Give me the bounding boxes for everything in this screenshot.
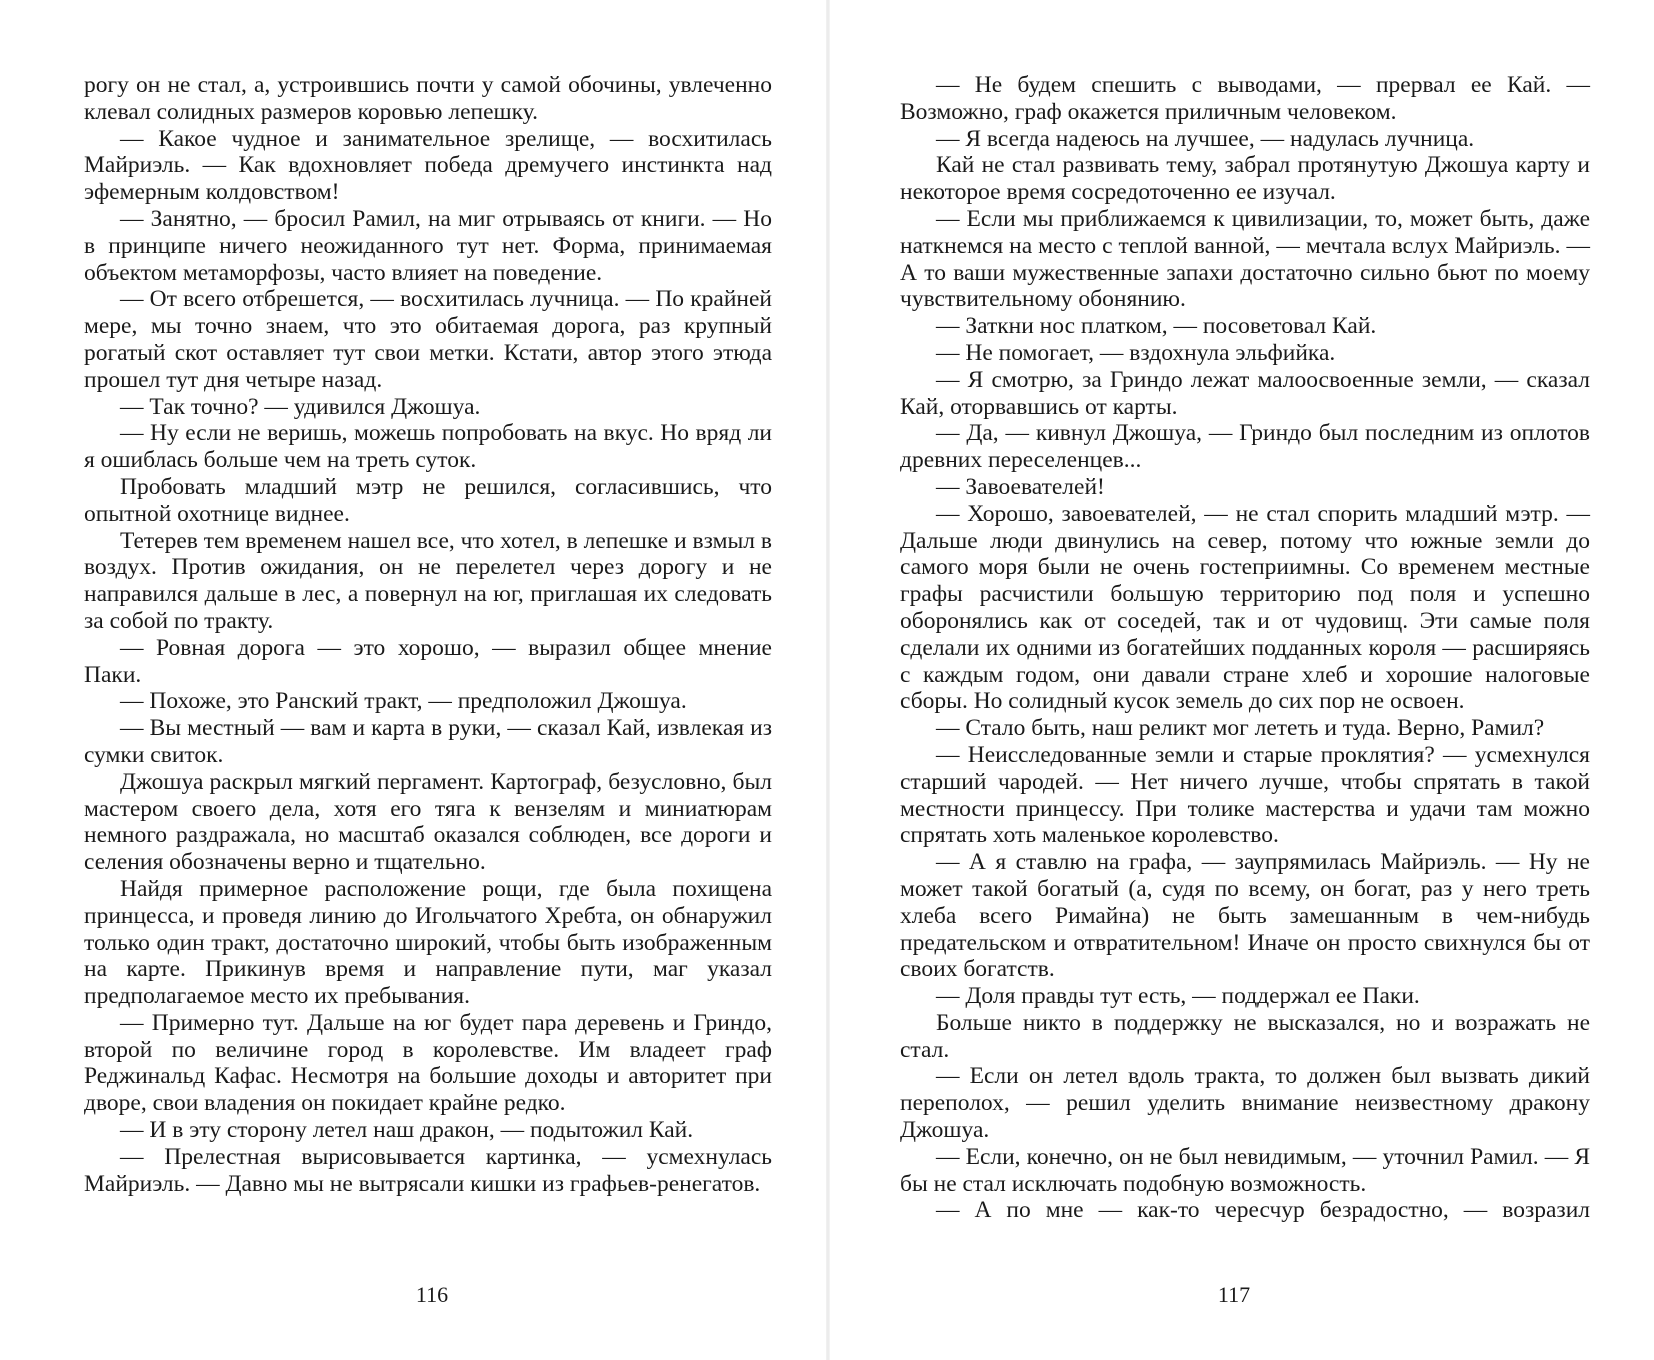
- paragraph: — Ну если не веришь, можешь попробовать на вкус. Но вряд ли я ошиблась больше чем на треть суток.: [84, 420, 772, 474]
- paragraph: — Завоевателей!: [936, 473, 1105, 500]
- paragraph: — А по мне — как-то чересчур безрадостно, — возразил: [936, 1197, 1590, 1224]
- paragraph: — Если он летел вдоль тракта, то должен был вызвать дикий переполох, — решил уделить внимание неизвестному дракону Джошуа.: [900, 1063, 1590, 1144]
- paragraph: — Если, конечно, он не был невидимым, — уточнил Рамил. — Я бы не стал исключать подобную возможность.: [900, 1143, 1590, 1197]
- paragraph: — От всего отбрешется, — восхитилась лучница. — По крайней мере, мы точно знаем, что это обитаемая дорога, раз крупный рогатый скот оставляет тут свои метки. Кстати, автор этого этюда прошел тут дня четыре назад.: [84, 286, 772, 393]
- paragraph: — Похоже, это Ранский тракт, — предположил Джошуа.: [120, 688, 687, 715]
- paragraph: Джошуа раскрыл мягкий пергамент. Картограф, безусловно, был мастером своего дела, хотя его тяга к вензелям и миниатюрам немного раздражала, но масштаб оказался соблюден, все дороги и селения обозначены верно и тщательно.: [84, 768, 772, 876]
- paragraph: — И в эту сторону летел наш дракон, — подытожил Кай.: [120, 1117, 694, 1144]
- page-number: 117: [1217, 1282, 1251, 1307]
- paragraph: — Ровная дорога — это хорошо, — выразил общее мнение Паки.: [84, 634, 772, 688]
- paragraph: — Какое чудное и занимательное зрелище, — восхитилась Майриэль. — Как вдохновляет победа дремучего инстинкта над эфемерным колдовством!: [84, 125, 772, 206]
- paragraph: — Заткни нос платком, — посоветовал Кай.: [936, 313, 1377, 340]
- paragraph: Пробовать младший мэтр не решился, согласившись, что опытной охотнице виднее.: [84, 473, 772, 527]
- paragraph: — Вы местный — вам и карта в руки, — сказал Кай, извлекая из сумки свиток.: [84, 715, 772, 768]
- right-page: [828, 0, 1654, 1360]
- paragraph: — Я всегда надеюсь на лучшее, — надулась лучница.: [936, 125, 1475, 152]
- paragraph: — Неисследованные земли и старые проклятия? — усмехнулся старший чародей. — Нет ничего лучше, чтобы спрятать в такой местности принцессу. При толике мастерства и удачи там можно спрятать хоть маленькое королевство.: [900, 741, 1590, 849]
- paragraph: — Я смотрю, за Гриндо лежат малоосвоенные земли, — сказал Кай, оторвавшись от карты.: [900, 366, 1590, 420]
- paragraph: Тетерев тем временем нашел все, что хотел, в лепешке и взмыл в воздух. Против ожидания, он не перелетел через дорогу и не направился дальше в лес, а повернул на юг, приглашая их следовать за собой по тракту.: [84, 527, 772, 634]
- paragraph: — Не помогает, — вздохнула эльфийка.: [936, 339, 1336, 366]
- paragraph: — Да, — кивнул Джошуа, — Гриндо был последним из оплотов древних переселенцев...: [900, 420, 1590, 474]
- paragraph: — Прелестная вырисовывается картинка, — усмехнулась Майриэль. — Давно мы не вытрясали кишки из графьев-ренегатов.: [84, 1143, 772, 1197]
- paragraph: — Стало быть, наш реликт мог лететь и туда. Верно, Рамил?: [936, 715, 1545, 742]
- paragraph: — Так точно? — удивился Джошуа.: [120, 393, 481, 420]
- paragraph: — Не будем спешить с выводами, — прервал ее Кай. — Возможно, граф окажется приличным человеком.: [900, 72, 1590, 125]
- paragraph: рогу он не стал, а, устроившись почти у самой обочины, увлеченно клевал солидных размеров коровью лепешку.: [84, 72, 772, 125]
- paragraph: — Занятно, — бросил Рамил, на миг отрываясь от книги. — Но в принципе ничего неожиданного тут нет. Форма, принимаемая объектом метаморфозы, часто влияет на поведение.: [84, 205, 772, 286]
- left-page-body: [84, 72, 772, 1197]
- paragraph: — Хорошо, завоевателей, — не стал спорить младший мэтр. — Дальше люди двинулись на север, потому что южные земли до самого моря были не очень гостеприимны. Со временем местные графы расчистили большую территорию под поля и успешно оборонялись как от соседей, так и от чудовищ. Эти самые поля сделали их одними из богатейших подданных короля — расширяясь с каждым годом, они давали стране хлеб и хорошие налоговые сборы. Но солидный кусок земель до сих пор не освоен.: [900, 500, 1590, 715]
- paragraph: — А я ставлю на графа, — заупрямилась Майриэль. — Ну не может такой богатый (а, судя по всему, он богат, раз у него треть хлеба всего Римайна) не быть замешанным в чем-нибудь предательском и отвратительном! Иначе он просто свихнулся бы от своих богатств.: [900, 849, 1590, 983]
- paragraph: Больше никто в поддержку не высказался, но и возражать не стал.: [900, 1009, 1590, 1063]
- paragraph: — Если мы приближаемся к цивилизации, то, может быть, даже наткнемся на место с теплой ванной, — мечтала вслух Майриэль. — А то ваши мужественные запахи достаточно сильно бьют по моему чувствительному обонянию.: [900, 205, 1590, 313]
- page-number: 116: [415, 1282, 449, 1307]
- paragraph: Найдя примерное расположение рощи, где была похищена принцесса, и проведя линию до Игольчатого Хребта, он обнаружил только один тракт, достаточно широкий, чтобы быть изображенным на карте. Прикинув время и направление пути, маг указал предполагаемое место их пребывания.: [84, 875, 772, 1010]
- right-page-body: [900, 72, 1590, 1224]
- paragraph: — Примерно тут. Дальше на юг будет пара деревень и Гриндо, второй по величине город в королевстве. Им владеет граф Реджинальд Кафас. Несмотря на большие доходы и авторитет при дворе, свои владения он покидает крайне редко.: [84, 1009, 772, 1117]
- paragraph: Кай не стал развивать тему, забрал протянутую Джошуа карту и некоторое время сосредоточенно ее изучал.: [900, 152, 1590, 206]
- paragraph: — Доля правды тут есть, — поддержал ее Паки.: [936, 983, 1420, 1010]
